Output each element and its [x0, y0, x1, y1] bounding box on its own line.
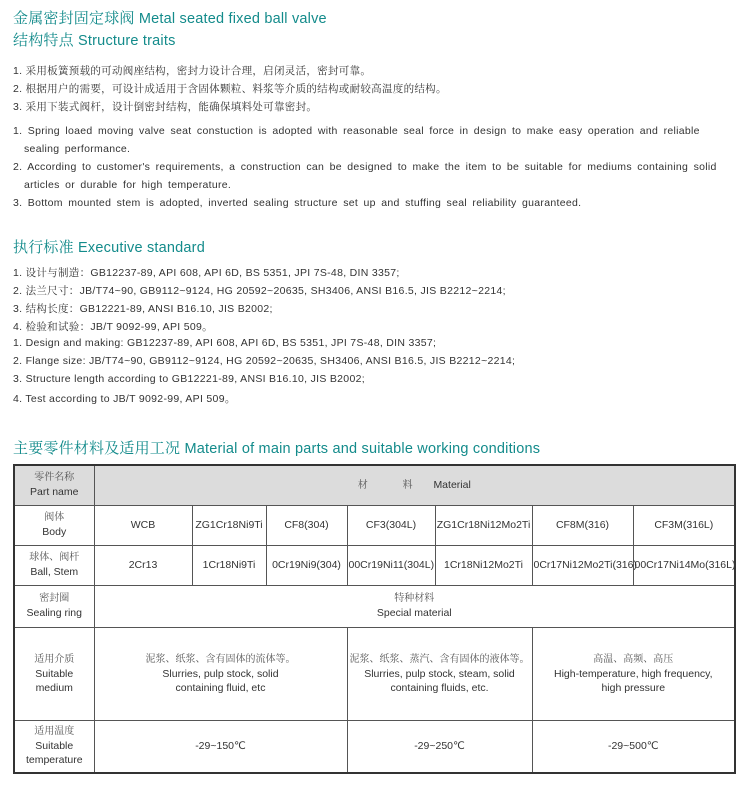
table-row-sealing: [14, 585, 735, 627]
page-title: [13, 7, 327, 28]
standard-cn-item: 3. 结构长度：GB12221-89, ANSI B16.10, JIS B2002;: [13, 303, 273, 315]
structure-heading-en: Structure traits: [78, 33, 176, 49]
table-cell: 0Cr17Ni12Mo2Ti(316): [532, 545, 633, 585]
standard-en-item: 4. Test according to JB/T 9092-99, API 509。: [13, 393, 236, 405]
medium-cell: 泥浆、纸浆、含有固体的流体等。 Slurries, pulp stock, solid containing fluid, etc: [94, 627, 347, 720]
table-cell: ZG1Cr18Ni9Ti: [192, 505, 266, 545]
structure-en-item: 2. According to customer's requirements, a construction can be designed to make the item to be suitable for mediums containing solid: [13, 161, 717, 173]
standard-en-item: 3. Structure length according to GB12221-89, ANSI B16.10, JIS B2002;: [13, 373, 365, 385]
medium-cell: 高温、高频、高压 High-temperature, high frequency, high pressure: [532, 627, 735, 720]
table-row-ball-stem: [14, 545, 735, 585]
row-label-ball-stem: 球体、阀杆 Ball, Stem: [14, 545, 94, 585]
table-cell: CF8M(316): [532, 505, 633, 545]
structure-cn-item: 2. 根据用户的需要，可设计成适用于含固体颗粒、料浆等介质的结构或耐较高温度的结构。: [13, 83, 447, 95]
part-name-header: 零件名称 Part name: [14, 465, 94, 505]
row-label-body: 阀体 Body: [14, 505, 94, 545]
temperature-cell: -29~250℃: [347, 720, 532, 773]
row-label-sealing: 密封圈 Sealing ring: [14, 585, 94, 627]
materials-table: [13, 464, 736, 774]
table-header-row: [14, 465, 735, 505]
structure-en-item-cont: sealing performance.: [24, 143, 131, 155]
material-header: 材 料 Material: [94, 465, 735, 505]
table-row-temperature: [14, 720, 735, 773]
structure-cn-item: 3. 采用下装式阀杆，设计倒密封结构，能确保填料处可靠密封。: [13, 101, 318, 113]
table-cell: ZG1Cr18Ni12Mo2Ti: [435, 505, 532, 545]
structure-en-item-cont: articles or durable for high temperature.: [24, 179, 232, 191]
materials-heading-en: Material of main parts and suitable working conditions: [184, 441, 541, 457]
structure-en-item: 3. Bottom mounted stem is adopted, inverted sealing structure set up and stuffing seal reliability guaranteed.: [13, 197, 582, 209]
medium-cell: 泥浆、纸浆、蒸汽、含有固体的液体等。 Slurries, pulp stock, steam, solid containing fluids, etc.: [347, 627, 532, 720]
structure-heading-cn: 结构特点: [13, 31, 74, 49]
standard-heading-en: Executive standard: [78, 240, 205, 256]
page-title-en: Metal seated fixed ball valve: [138, 11, 327, 27]
row-label-medium: 适用介质 Suitable medium: [14, 627, 94, 720]
materials-heading: [13, 437, 540, 458]
temperature-cell: -29~500℃: [532, 720, 735, 773]
table-cell: CF8(304): [266, 505, 347, 545]
standard-en-item: 2. Flange size: JB/T74~90, GB9112~9124, HG 20592~20635, SH3406, ANSI B16.5, JIS B2212~2214;: [13, 355, 516, 367]
standard-cn-item: 4. 检验和试验：JB/T 9092-99, API 509。: [13, 321, 213, 333]
table-cell: WCB: [94, 505, 192, 545]
table-cell: 0Cr19Ni9(304): [266, 545, 347, 585]
standard-cn-item: 2. 法兰尺寸：JB/T74~90, GB9112~9124, HG 20592~20635, SH3406, ANSI B16.5, JIS B2212~2214;: [13, 285, 506, 297]
table-row-body: [14, 505, 735, 545]
standard-heading-cn: 执行标准: [13, 238, 74, 256]
table-cell: 1Cr18Ni12Mo2Ti: [435, 545, 532, 585]
structure-en-item: 1. Spring loaed moving valve seat constuction is adopted with reasonable seal force in design to make easy operation and reliable: [13, 125, 700, 137]
page-title-cn: 金属密封固定球阀: [13, 9, 135, 27]
table-cell: CF3M(316L): [633, 505, 735, 545]
row-label-temperature: 适用温度 Suitable temperature: [14, 720, 94, 773]
table-cell: CF3(304L): [347, 505, 435, 545]
table-row-medium: [14, 627, 735, 720]
table-cell: 1Cr18Ni9Ti: [192, 545, 266, 585]
standard-cn-item: 1. 设计与制造：GB12237-89, API 608, API 6D, BS 5351, JPI 7S-48, DIN 3357;: [13, 267, 400, 279]
materials-heading-cn: 主要零件材料及适用工况: [13, 439, 181, 457]
table-cell: 00Cr17Ni14Mo(316L): [633, 545, 735, 585]
standard-heading: [13, 236, 205, 257]
sealing-material-cell: 特种材料 Special material: [94, 585, 735, 627]
structure-cn-item: 1. 采用板簧预载的可动阀座结构，密封力设计合理，启闭灵活，密封可靠。: [13, 65, 372, 77]
structure-heading: [13, 29, 176, 50]
temperature-cell: -29~150℃: [94, 720, 347, 773]
table-cell: 00Cr19Ni11(304L): [347, 545, 435, 585]
standard-en-item: 1. Design and making: GB12237-89, API 608, API 6D, BS 5351, JPI 7S-48, DIN 3357;: [13, 337, 437, 349]
table-cell: 2Cr13: [94, 545, 192, 585]
